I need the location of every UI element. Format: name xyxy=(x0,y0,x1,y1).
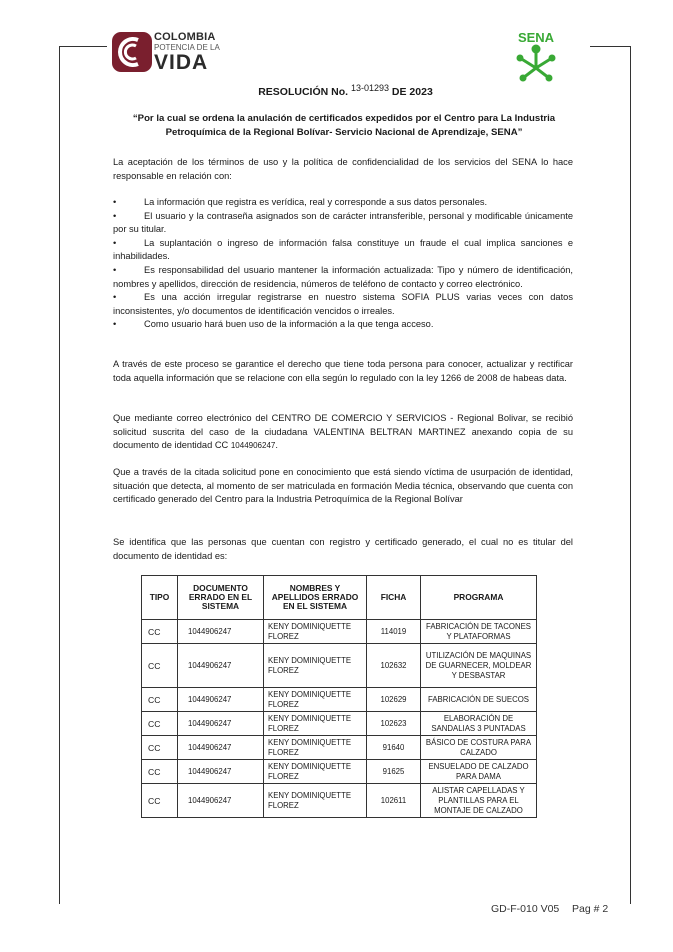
colombia-logo-icon xyxy=(112,32,152,72)
table-row xyxy=(142,688,537,712)
page-border-left xyxy=(59,46,60,904)
table-row xyxy=(142,712,537,736)
table-row xyxy=(142,620,537,644)
page-border-right xyxy=(630,46,631,904)
cell-ficha: 102629 xyxy=(367,688,421,712)
cell-ficha: 91640 xyxy=(367,736,421,760)
bullet-text: Es una acción irregular registrarse en nuestro sistema SOFIA PLUS varias veces con datos inconsistentes, y/o documentos de identificación vencidos o irreales. xyxy=(113,292,573,316)
cell-programa: ELABORACIÓN DE SANDALIAS 3 PUNTADAS xyxy=(421,712,537,736)
bullet-symbol: • xyxy=(113,237,117,248)
cell-nombres: KENY DOMINIQUETTE FLOREZ xyxy=(264,760,367,784)
bullet-text: Como usuario hará buen uso de la información a la que tenga acceso. xyxy=(144,319,434,330)
cell-programa: FABRICACIÓN DE SUECOS xyxy=(421,688,537,712)
bullet-symbol: • xyxy=(113,197,117,207)
bullet-list xyxy=(113,196,573,332)
cell-ficha: 114019 xyxy=(367,620,421,644)
cell-programa: BÁSICO DE COSTURA PARA CALZADO xyxy=(421,736,537,760)
cell-nombres: KENY DOMINIQUETTE FLOREZ xyxy=(264,688,367,712)
colombia-potencia-logo xyxy=(112,30,232,74)
cell-documento: 1044906247 xyxy=(178,736,264,760)
bullet-text: La suplantación o ingreso de información falsa constituye un fraude el cual implica sanciones e inhabilidades. xyxy=(113,237,573,262)
cell-nombres: KENY DOMINIQUETTE FLOREZ xyxy=(264,736,367,760)
bullet-text: La información que registra es verídica, real y corresponde a sus datos personales. xyxy=(144,197,488,207)
bullet-item xyxy=(113,291,573,318)
cell-nombres: KENY DOMINIQUETTE FLOREZ xyxy=(264,620,367,644)
cell-ficha: 91625 xyxy=(367,760,421,784)
column-header: DOCUMENTO ERRADO EN EL SISTEMA xyxy=(178,576,264,620)
bullet-text: El usuario y la contraseña asignados son de carácter intransferible, personal y modificable únicamente por su titular. xyxy=(113,210,573,235)
bullet-symbol: • xyxy=(113,319,117,330)
request-cc-number: 1044906247 xyxy=(230,441,276,451)
cell-nombres: KENY DOMINIQUETTE FLOREZ xyxy=(264,644,367,688)
bullet-symbol: • xyxy=(113,210,117,221)
table-row xyxy=(142,736,537,760)
resolution-subtitle: “Por la cual se ordena la anulación de certificados expedidos por el Centro para La Industria Petroquímica de la Regional Bolívar- Servicio Nacional de Aprendizaje, SENA” xyxy=(132,113,556,138)
cell-tipo: CC xyxy=(142,644,178,688)
paragraph-identification: Se identifica que las personas que cuentan con registro y certificado generado, el cual no es titular del documento de identidad es: xyxy=(113,537,573,561)
logo-line-2: POTENCIA DE LA xyxy=(154,43,220,52)
title-prefix: RESOLUCIÓN No. xyxy=(258,86,349,98)
form-code: GD-F-010 V05 xyxy=(491,903,560,915)
cell-tipo: CC xyxy=(142,620,178,644)
cell-tipo: CC xyxy=(142,784,178,818)
bullet-symbol: • xyxy=(113,264,117,275)
bullet-symbol: • xyxy=(113,292,117,303)
cell-tipo: CC xyxy=(142,688,178,712)
cell-documento: 1044906247 xyxy=(178,620,264,644)
sena-logo-text: SENA xyxy=(517,30,555,45)
certificates-table-wrap xyxy=(141,575,537,818)
colombia-logo-text xyxy=(154,32,220,73)
cell-programa: ENSUELADO DE CALZADO PARA DAMA xyxy=(421,760,537,784)
table-row xyxy=(142,760,537,784)
sena-logo xyxy=(503,30,569,84)
cell-tipo: CC xyxy=(142,712,178,736)
paragraph-request xyxy=(113,412,573,453)
cell-tipo: CC xyxy=(142,760,178,784)
certificates-table xyxy=(141,575,537,818)
cell-documento: 1044906247 xyxy=(178,644,264,688)
logo-line-1: COLOMBIA xyxy=(154,31,216,43)
cell-tipo: CC xyxy=(142,736,178,760)
logo-line-3: VIDA xyxy=(154,51,209,74)
paragraph-habeas-data: A través de este proceso se garantice el derecho que tiene toda persona para conocer, actualizar y rectificar toda aquella información que se relacione con ella según lo regulado con la ley 1266 de 2008 de habeas data. xyxy=(113,359,573,383)
column-header: FICHA xyxy=(367,576,421,620)
table-row xyxy=(142,644,537,688)
request-end: . xyxy=(275,440,278,451)
resolution-title xyxy=(60,83,631,98)
cell-nombres: KENY DOMINIQUETTE FLOREZ xyxy=(264,784,367,818)
bullet-text: Es responsabilidad del usuario mantener la información actualizada: Tipo y número de identificación, nombres y apellidos, dirección de residencia, números de teléfono de contacto y correo electrónico. xyxy=(113,264,573,289)
bullet-item xyxy=(113,196,573,210)
table-row xyxy=(142,784,537,818)
page-border-top-right xyxy=(590,46,631,47)
cell-documento: 1044906247 xyxy=(178,688,264,712)
bullet-item xyxy=(113,210,573,237)
cell-programa: UTILIZACIÓN DE MAQUINAS DE GUARNECER, MOLDEAR Y DESBASTAR xyxy=(421,644,537,688)
column-header: PROGRAMA xyxy=(421,576,537,620)
cell-documento: 1044906247 xyxy=(178,784,264,818)
resolution-number: 13-01293 xyxy=(350,83,389,93)
bullet-item xyxy=(113,237,573,264)
sena-figure-icon xyxy=(515,43,557,83)
cell-nombres: KENY DOMINIQUETTE FLOREZ xyxy=(264,712,367,736)
title-suffix: DE 2023 xyxy=(391,86,433,98)
bullet-item xyxy=(113,264,573,291)
paragraph-terms: La aceptación de los términos de uso y la política de confidencialidad de los servicios del SENA lo hace responsable en relación con: xyxy=(113,157,573,181)
cell-ficha: 102632 xyxy=(367,644,421,688)
page-border-top-left xyxy=(59,46,107,47)
cell-ficha: 102611 xyxy=(367,784,421,818)
request-text: Que mediante correo electrónico del CENTRO DE COMERCIO Y SERVICIOS - Regional Bolivar, se recibió solicitud suscrita del caso de la ciudadana VALENTINA BELTRAN MARTINEZ anexando copia de su documento de identidad CC xyxy=(113,413,573,451)
cell-ficha: 102623 xyxy=(367,712,421,736)
bullet-item xyxy=(113,318,573,332)
column-header: NOMBRES Y APELLIDOS ERRADO EN EL SISTEMA xyxy=(264,576,367,620)
page-number: Pag # 2 xyxy=(572,903,609,915)
cell-programa: FABRICACIÓN DE TACONES Y PLATAFORMAS xyxy=(421,620,537,644)
cell-documento: 1044906247 xyxy=(178,760,264,784)
table-header-row xyxy=(142,576,537,620)
column-header: TIPO xyxy=(142,576,178,620)
paragraph-identity-theft: Que a través de la citada solicitud pone en conocimiento que está siendo víctima de usurpación de identidad, situación que detecta, al momento de ser matriculada en formación Media técnica, observando que cuenta con certificado generado del Centro para la Industria Petroquímica de la Regional Bolívar xyxy=(113,467,573,505)
cell-programa: ALISTAR CAPELLADAS Y PLANTILLAS PARA EL MONTAJE DE CALZADO xyxy=(421,784,537,818)
cell-documento: 1044906247 xyxy=(178,712,264,736)
